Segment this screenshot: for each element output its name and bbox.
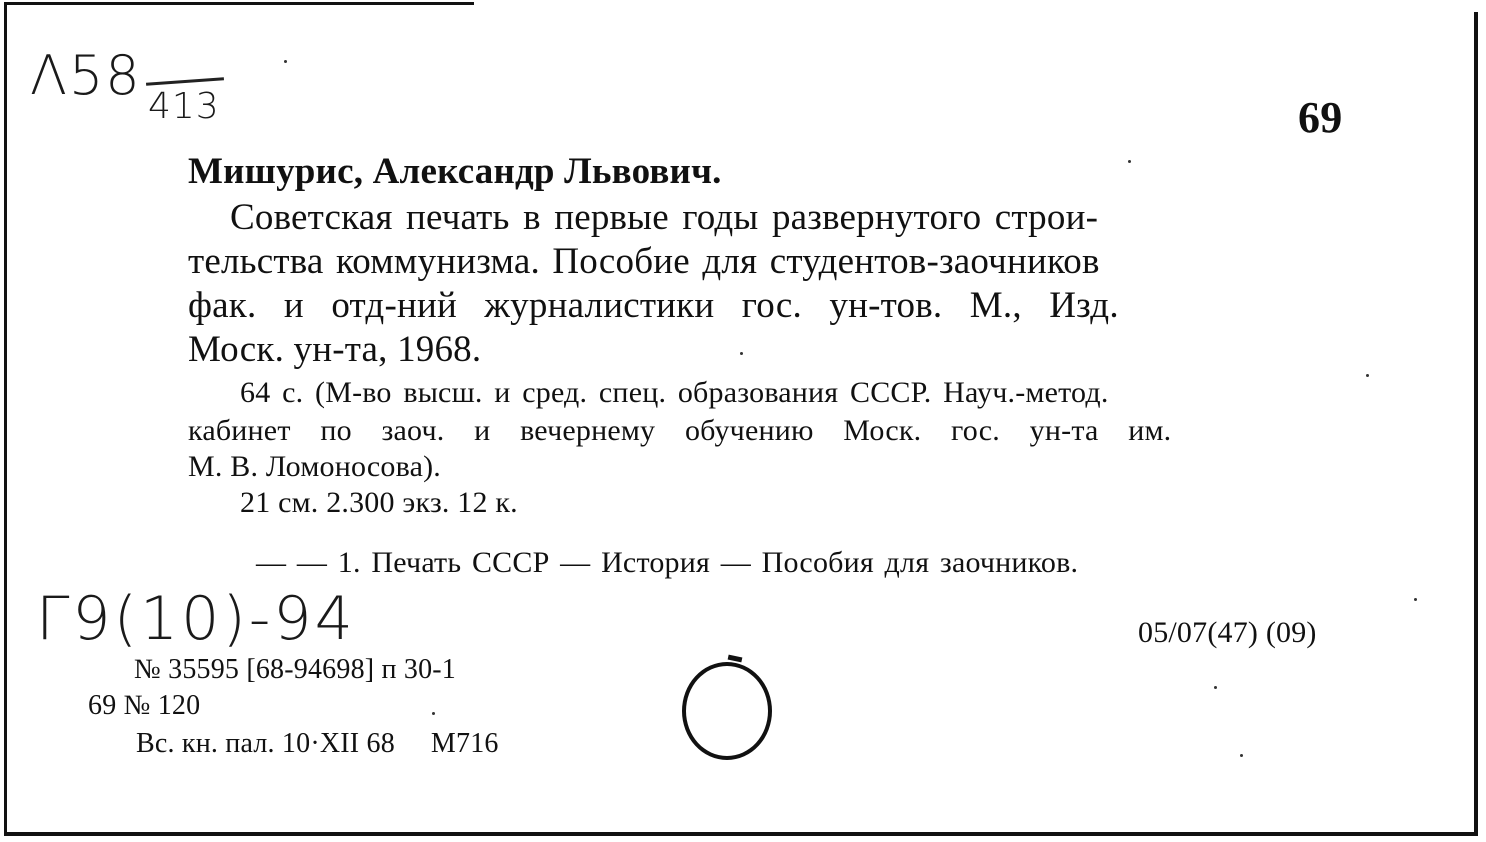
ink-speck [1128,160,1131,163]
title-line: Моск. ун-та, 1968. [188,329,482,370]
ink-speck [740,352,743,355]
card-border-top [4,2,474,5]
card-border-left [4,2,7,836]
author-heading: Мишурис, Александр Львович. [188,151,722,192]
series-line: М. В. Ломоносова). [188,450,441,483]
title-line: Советская печать в первые годы развернутого строи- [230,197,1099,238]
print-info-line: № 35595 [68-94698] п 30-1 [134,654,456,685]
ink-speck [1240,754,1243,757]
ink-speck [1214,686,1217,689]
ink-speck [432,712,435,715]
ink-speck [1414,598,1417,601]
print-info-line: Вс. кн. пал. 10·XII 68 М716 [136,728,499,759]
series-line: 64 с. (М-во высш. и сред. спец. образования СССР. Науч.-метод. [240,376,1109,409]
print-info-line: 69 № 120 [88,690,201,721]
handwritten-classification: Г9(10)-94 [36,584,356,654]
ink-speck [284,60,287,63]
handwritten-shelf-mark: Λ58 [30,44,142,107]
series-line: кабинет по заоч. и вечернему обучению Моск. гос. ун-та им. [188,414,1172,447]
stamp-circle [682,662,772,760]
handwritten-shelf-sub: 413 [148,86,220,127]
subject-line: — — 1. Печать СССР — История — Пособия для заочников. [256,546,1079,579]
udc-code: 05/07(47) (09) [1138,616,1317,649]
title-line: фак. и отд-ний журналистики гос. ун-тов. М., Изд. [188,285,1119,326]
format-line: 21 см. 2.300 экз. 12 к. [240,486,518,519]
card-border-right [1474,12,1478,836]
ink-speck [1366,374,1369,377]
card-number: 69 [1298,93,1343,142]
title-line: тельства коммунизма. Пособие для студентов-заочников [188,241,1100,282]
card-border-bottom [4,832,1478,836]
